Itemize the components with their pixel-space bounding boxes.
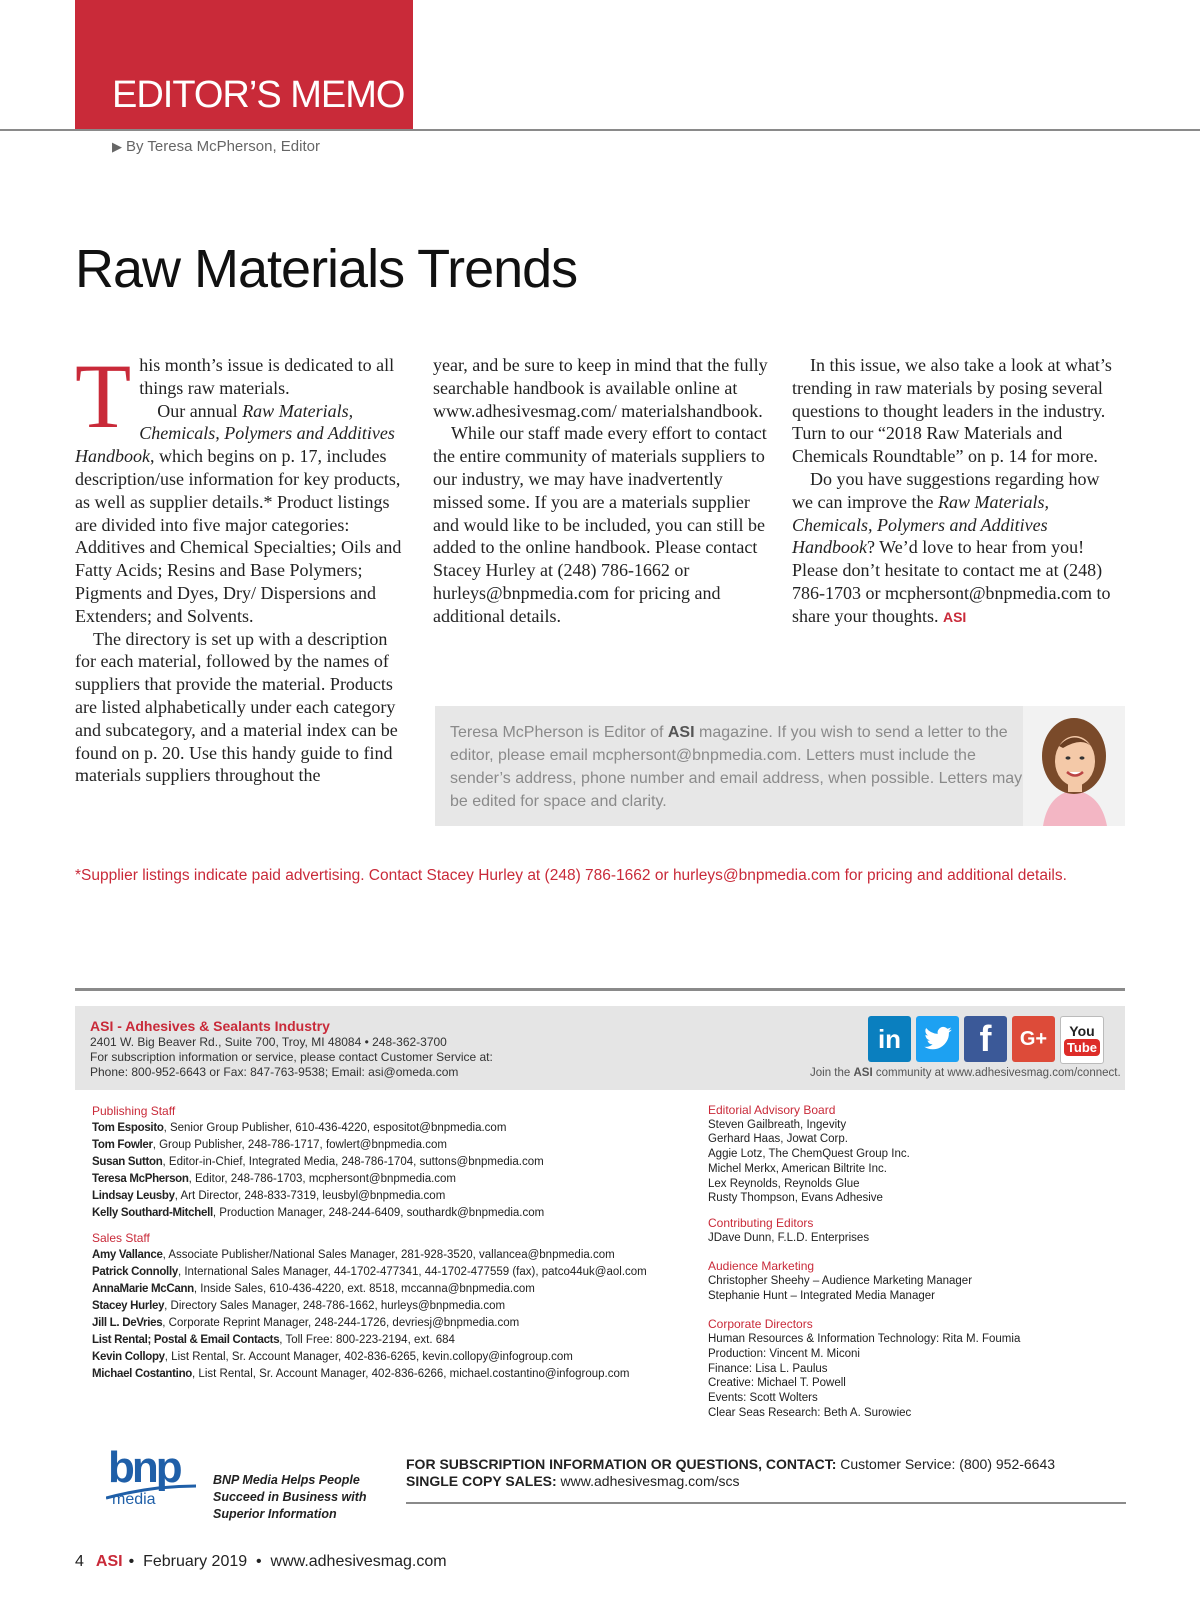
staff-detail: , Inside Sales, 610-436-4220, ext. 8518, mccanna@bnpmedia.com [193,1283,535,1295]
subscription-label: FOR SUBSCRIPTION INFORMATION OR QUESTIONS, CONTACT: [406,1456,837,1472]
contributing-editors-heading: Contributing Editors [708,1215,814,1230]
staff-detail: , Production Manager, 248-244-6409, southardk@bnpmedia.com [212,1207,545,1219]
single-copy-label: SINGLE COPY SALES: [406,1473,557,1489]
editorial-board-heading: Editorial Advisory Board [708,1103,836,1117]
paragraph-text: ? We’d love to hear from you! Please don’t hesitate to contact me at (248) 786-1703 or mcphersont@bnpmedia.com to share your thoughts. [792,537,1111,626]
handbook-title: Raw Materials, Chemicals, Polymers and Additives Handbook [75,400,395,467]
bio-text: Teresa McPherson is Editor of [450,724,668,741]
staff-detail: , Group Publisher, 248-786-1717, fowlert@bnpmedia.com [152,1139,447,1151]
folio-date: February 2019 [143,1553,248,1570]
facebook-icon[interactable]: f [964,1016,1007,1062]
paragraph: In this issue, we also take a look at what’s trending in raw materials by posing several questions to thought leaders in the industry. Turn to our “2018 Raw Materials and Chemicals Roundtable” on p. 14 for more. [792,355,1112,467]
directory-row: Clear Seas Research: Beth A. Surowiec [708,1406,912,1419]
publication-name: ASI - Adhesives & Sealants Industry [90,1018,330,1034]
footnote: *Supplier listings indicate paid advertising. Contact Stacey Hurley at (248) 786-1662 or hurleys@bnpmedia.com for pricing and additional details. [75,867,1067,884]
paragraph: year, and be sure to keep in mind that the fully searchable handbook is available online at www.adhesivesmag.com/ materialshandbook. [433,355,768,421]
staff-name: Kelly Southard-Mitchell [92,1207,213,1219]
staff-name: Teresa McPherson [92,1173,189,1185]
corporate-directors-heading: Corporate Directors [708,1317,813,1332]
staff-name: Tom Esposito [92,1122,164,1134]
folio-url: www.adhesivesmag.com [270,1553,447,1570]
single-copy-sales [406,1473,1055,1490]
staff-detail: , List Rental, Sr. Account Manager, 402-836-6265, kevin.collopy@infogroup.com [164,1351,573,1363]
directory-row: Lex Reynolds, Reynolds Glue [708,1177,860,1190]
join-community [810,1067,1121,1079]
end-mark: ASI [942,608,967,625]
staff-row [92,1247,712,1264]
contact-line: Phone: 800-952-6643 or Fax: 847-763-9538; Email: asi@omeda.com [90,1065,459,1079]
staff-detail: , Toll Free: 800-223-2194, ext. 684 [279,1334,455,1346]
join-asi: ASI [853,1067,873,1079]
sales-staff-list [92,1247,712,1383]
footer-rule [406,1502,1126,1504]
paragraph-text: Do you have suggestions regarding how we can improve the [792,468,1100,512]
directory-row: Steven Gailbreath, Ingevity [708,1118,847,1131]
bio-asi: ASI [667,724,695,741]
staff-row [92,1315,712,1332]
staff-row [92,1171,712,1188]
drop-cap: T [75,345,132,447]
sales-staff-heading: Sales Staff [92,1231,150,1245]
section-title: EDITOR’S MEMO [112,74,405,116]
staff-row [92,1366,712,1383]
publishing-staff-heading: Publishing Staff [92,1104,176,1118]
directory-row: Finance: Lisa L. Paulus [708,1362,828,1375]
editor-bio-text [450,721,1025,813]
staff-name: Tom Fowler [92,1139,153,1151]
publication-address: 2401 W. Big Beaver Rd., Suite 700, Troy, MI 48084 • 248-362-3700 [90,1035,447,1049]
subscription-value: Customer Service: (800) 952-6643 [836,1456,1056,1472]
google-plus-icon[interactable]: G+ [1012,1016,1055,1062]
bnp-logo-sub: media [112,1491,156,1508]
join-text: Join the [810,1067,854,1079]
directory-row: Human Resources & Information Technology: Rita M. Foumia [708,1333,1021,1346]
contributing-editors-list [708,1231,1128,1246]
bio-text: magazine. If you wish to send a letter to the editor, please email mcphersont@bnpmedia.com. Letters must include the sender’s address, phone number and email address, when possible. Letters may be edited for space and clarity. [450,724,1023,810]
staff-row [92,1205,712,1222]
staff-row [92,1264,712,1281]
staff-name: AnnaMarie McCann [92,1283,194,1295]
directory-row: Events: Scott Wolters [708,1391,818,1404]
staff-name: Patrick Connolly [92,1266,178,1278]
staff-name: Amy Vallance [92,1249,163,1261]
page-folio [75,1553,447,1571]
directory-row: Christopher Sheehy – Audience Marketing Manager [708,1275,973,1288]
staff-detail: , International Sales Manager, 44-1702-477341, 44-1702-477559 (fax), patco44uk@aol.com [177,1266,647,1278]
join-text: community at www.adhesivesmag.com/connect. [872,1067,1121,1079]
article-column-2 [433,354,768,628]
youtube-you: You [1069,1023,1095,1039]
folio-bullet: • [256,1553,262,1570]
staff-name: List Rental; Postal & Email Contacts [92,1334,280,1346]
corporate-directors-list [708,1332,1128,1420]
staff-name: Jill L. DeVries [92,1317,163,1329]
staff-detail: , Editor-in-Chief, Integrated Media, 248-786-1704, suttons@bnpmedia.com [162,1156,544,1168]
youtube-tube: Tube [1064,1039,1100,1056]
staff-row [92,1137,712,1154]
single-copy-value: www.adhesivesmag.com/scs [556,1473,740,1489]
byline-text: By Teresa McPherson, Editor [126,138,320,155]
article-column-3 [792,354,1122,629]
editorial-board-list [708,1118,1128,1206]
paragraph: While our staff made every effort to contact the entire community of materials suppliers to our industry, we may have inadvertently missed some. If you are a materials supplier and would like to be included, you can still be added to the online handbook. Please contact Stacey Hurley at (248) 786-1662 or hurleys@bnpmedia.com for pricing and additional details. [433,423,767,626]
publishing-staff-list [92,1120,712,1222]
staff-directory-right [708,1103,1128,1420]
staff-name: Stacey Hurley [92,1300,165,1312]
handbook-title: Raw Materials, Chemicals, Polymers and Additives Handbook [792,491,1049,558]
folio-bullet: • [128,1553,135,1570]
staff-name: Susan Sutton [92,1156,163,1168]
staff-name: Kevin Collopy [92,1351,165,1363]
bnp-tagline: BNP Media Helps People Succeed in Business with Superior Information [213,1473,367,1521]
audience-marketing-heading: Audience Marketing [708,1259,815,1274]
bnp-media-logo [106,1446,196,1508]
paragraph: The directory is set up with a description for each material, followed by the names of suppliers that provide the material. Products are listed alphabetically under each category and subcategory, and a material index can be found on p. 20. Use this handy guide to find materials suppliers throughout the [75,628,398,786]
staff-row [92,1188,712,1205]
twitter-icon[interactable] [916,1016,959,1062]
subscription-contact [406,1456,1055,1473]
staff-row [92,1298,712,1315]
directory-row: Rusty Thompson, Evans Adhesive [708,1192,883,1205]
staff-detail: , Corporate Reprint Manager, 248-244-1726, devriesj@bnpmedia.com [162,1317,520,1329]
youtube-icon[interactable] [1060,1016,1104,1064]
staff-row [92,1154,712,1171]
article-headline: Raw Materials Trends [75,239,578,299]
directory-row: Aggie Lotz, The ChemQuest Group Inc. [708,1148,910,1161]
directory-row: Michel Merkx, American Biltrite Inc. [708,1162,887,1175]
staff-detail: , Directory Sales Manager, 248-786-1662, hurleys@bnpmedia.com [164,1300,506,1312]
staff-detail: , Art Director, 248-833-7319, leusbyl@bnpmedia.com [174,1190,446,1202]
subscription-line: For subscription information or service, please contact Customer Service at: [90,1050,493,1064]
byline [112,138,320,155]
paragraph-text: Our annual [157,400,243,421]
page-number: 4 [75,1553,84,1570]
directory-row: Creative: Michael T. Powell [708,1377,846,1390]
bnp-logo-word: bnp [108,1446,180,1492]
staff-detail: , List Rental, Sr. Account Manager, 402-836-6266, michael.costantino@infogroup.com [192,1368,630,1380]
directory-row: JDave Dunn, F.L.D. Enterprises [708,1231,870,1244]
linkedin-icon[interactable]: in [868,1016,911,1062]
subscription-info [406,1456,1055,1490]
staff-detail: , Associate Publisher/National Sales Manager, 281-928-3520, vallancea@bnpmedia.com [162,1249,615,1261]
paragraph-text: , which begins on p. 17, includes description/use information for key products, as well as supplier details.* Product listings are divided into five major categories: Additives and Chemical Specialties; Oils and Fatty Acids; Resins and Base Polymers; Pigments and Dyes, Dry/ Dispersions and Extenders; and Solvents. [75,446,402,626]
staff-row [92,1349,712,1366]
audience-marketing-list [708,1274,1128,1303]
header-rule [0,129,1200,131]
staff-directory-left [92,1103,712,1383]
staff-row [92,1332,712,1349]
paragraph-text: his month’s issue is dedicated to all things raw materials. [139,355,395,398]
staff-name: Lindsay Leusby [92,1190,175,1202]
triangle-icon: ▶ [112,139,122,154]
staff-detail: , Senior Group Publisher, 610-436-4220, espositot@bnpmedia.com [163,1122,507,1134]
editor-photo [1023,706,1125,826]
directory-row: Stephanie Hunt – Integrated Media Manager [708,1289,935,1302]
staff-detail: , Editor, 248-786-1703, mcphersont@bnpmedia.com [188,1173,457,1185]
masthead-rule [75,988,1125,991]
directory-row: Gerhard Haas, Jowat Corp. [708,1133,848,1146]
staff-row [92,1281,712,1298]
staff-name: Michael Costantino [92,1368,193,1380]
paragraph [792,468,1122,629]
folio-magazine: ASI [95,1553,123,1570]
staff-row [92,1120,712,1137]
article-column-1 [75,345,410,787]
directory-row: Production: Vincent M. Miconi [708,1347,860,1360]
